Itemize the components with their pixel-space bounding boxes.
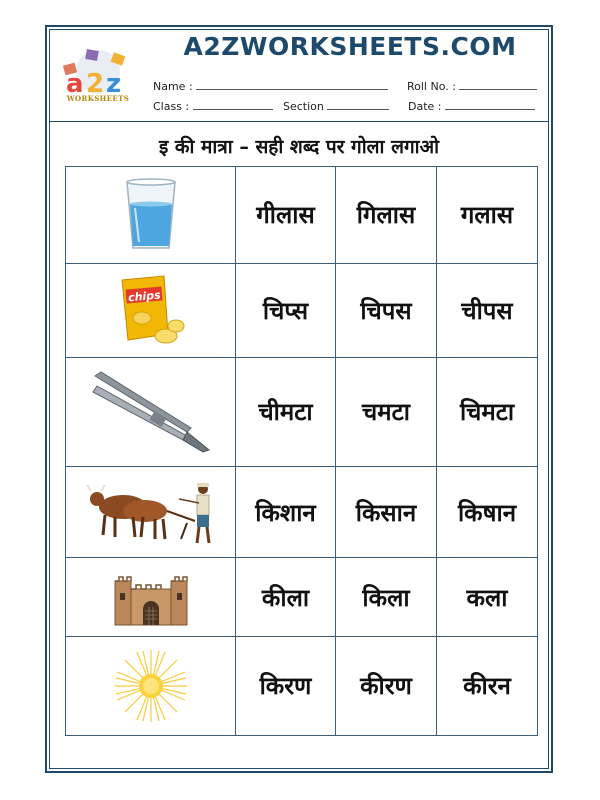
- section-label: Section: [283, 100, 324, 113]
- class-label: Class :: [153, 100, 190, 113]
- word-choice[interactable]: चीमटा: [236, 357, 336, 466]
- table-row: [66, 357, 538, 466]
- name-label: Name :: [153, 80, 193, 93]
- svg-text:chips: chips: [127, 288, 161, 305]
- svg-text:z: z: [106, 69, 122, 99]
- name-blank[interactable]: [196, 80, 388, 90]
- word-choice[interactable]: किरण: [236, 636, 336, 735]
- word-choice[interactable]: चिपस: [336, 263, 437, 357]
- tongs-picture: [66, 357, 236, 466]
- section-field[interactable]: [283, 100, 389, 113]
- word-choice[interactable]: चमटा: [336, 357, 437, 466]
- date-label: Date :: [408, 100, 442, 113]
- fort-picture: [66, 558, 236, 637]
- word-choice-table: [65, 166, 538, 736]
- table-row: [66, 558, 538, 637]
- word-choice[interactable]: किसान: [336, 466, 437, 557]
- site-title: A2ZWORKSHEETS.COM: [183, 32, 517, 61]
- section-blank[interactable]: [327, 100, 389, 110]
- table-row: [66, 466, 538, 557]
- word-choice[interactable]: किशान: [236, 466, 336, 557]
- word-choice[interactable]: गीलास: [236, 167, 336, 264]
- word-choice[interactable]: कीला: [236, 558, 336, 637]
- date-blank[interactable]: [445, 100, 535, 110]
- word-choice[interactable]: चिप्स: [236, 263, 336, 357]
- word-choice[interactable]: गलास: [437, 167, 538, 264]
- date-field[interactable]: [408, 100, 535, 113]
- tongs-icon: [91, 370, 211, 454]
- chips-packet-icon: [116, 274, 186, 346]
- table-row: [66, 636, 538, 735]
- roll-field[interactable]: [407, 80, 537, 93]
- word-choice[interactable]: कीरन: [437, 636, 538, 735]
- class-blank[interactable]: [193, 100, 273, 110]
- chips-picture: [66, 263, 236, 357]
- worksheet-title: इ की मात्रा – सही शब्द पर गोला लगाओ: [158, 136, 440, 158]
- word-choice[interactable]: चिमटा: [437, 357, 538, 466]
- sun-icon: [111, 648, 191, 724]
- word-choice[interactable]: गिलास: [336, 167, 437, 264]
- word-choice[interactable]: कला: [437, 558, 538, 637]
- name-field[interactable]: [153, 80, 388, 93]
- fort-icon: [111, 567, 191, 627]
- class-field[interactable]: [153, 100, 273, 113]
- logo-wordmark: WORKSHEETS: [66, 94, 130, 103]
- svg-text:a: a: [66, 69, 84, 99]
- roll-label: Roll No. :: [407, 80, 456, 93]
- svg-text:2: 2: [86, 69, 105, 99]
- glass-picture: [66, 167, 236, 264]
- table-row: [66, 263, 538, 357]
- word-choice[interactable]: कीरण: [336, 636, 437, 735]
- farmer-picture: [66, 466, 236, 557]
- word-choice[interactable]: किला: [336, 558, 437, 637]
- sun-picture: [66, 636, 236, 735]
- header-divider: [49, 121, 549, 122]
- roll-blank[interactable]: [459, 80, 537, 90]
- word-choice[interactable]: चीपस: [437, 263, 538, 357]
- table-row: [66, 167, 538, 264]
- word-choice[interactable]: किषान: [437, 466, 538, 557]
- glass-icon: [121, 178, 181, 252]
- farmer-with-oxen-icon: [83, 477, 219, 547]
